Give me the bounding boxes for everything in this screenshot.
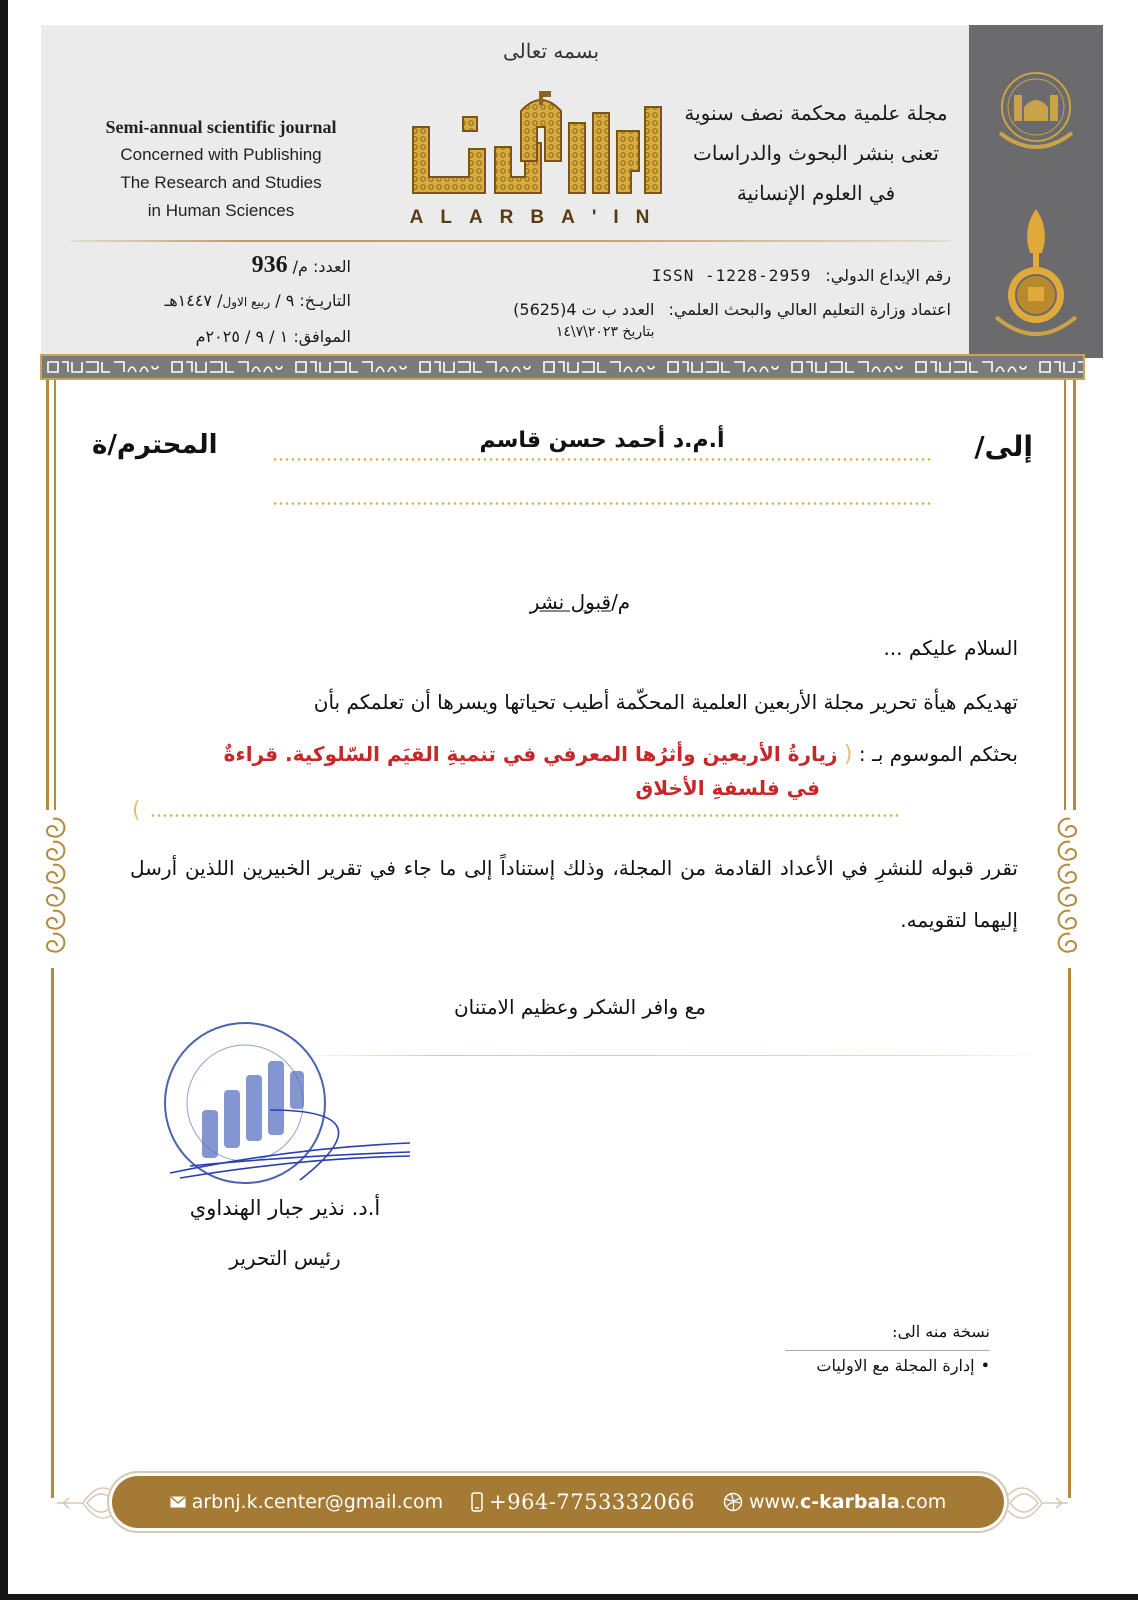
hijri-date-day: ٩ [285,291,295,310]
mail-icon [170,1496,186,1508]
frame-left-lower [51,968,54,1498]
bullet-icon: • [980,1356,990,1375]
issn-value: ISSN -1228-2959 [651,266,812,285]
subject-line [400,590,760,614]
letterhead [41,25,1103,358]
journal-stamp-and-signature-icon [150,1015,430,1190]
recipient-name: أ.م.د أحمد حسن قاسم [479,428,725,453]
english-description-line: The Research and Studies [120,173,322,192]
issn-row [371,265,951,299]
to-label: إلى/ [974,430,1033,463]
signer-name: أ.د. نذير جبار الهنداوي [189,1196,381,1220]
english-description [96,113,346,225]
holy-shrine-emblem-icon [988,63,1084,159]
frame-left-inner [54,380,56,810]
close-paren: ) [132,798,141,823]
subject-text: قبول نشر [529,590,612,614]
emblem-panel [969,25,1103,358]
gregorian-date-day: ١ [279,327,289,346]
arabic-description-line: في العلوم الإنسانية [736,181,896,205]
gregorian-date: الموافق: ١ / ٩ / ٢٠٢٥م [195,327,351,346]
alarbain-logo [403,87,673,207]
reference-block [81,247,351,355]
english-description-line: Semi-annual scientific journal [105,117,337,137]
scan-edge-left [0,0,8,1600]
phone-number[interactable]: +964-7753332066 [489,1490,696,1514]
footer-website[interactable] [723,1491,946,1513]
frame-right-inner [1064,380,1066,810]
english-description-line: in Human Sciences [147,201,295,220]
signer-role: رئيس التحرير [229,1246,341,1270]
reference-number [81,247,351,283]
accreditation-row [371,299,951,349]
arabic-description [681,93,951,213]
research-title-line-2 [635,776,820,800]
english-description-line: Concerned with Publishing [120,145,322,164]
cc-item [816,1356,990,1375]
scroll-ornament-left-icon [33,815,73,960]
cc-divider [785,1350,990,1351]
gregorian-date-label: الموافق: [293,327,351,346]
arabic-description-line: مجلة علمية محكمة نصف سنوية [684,101,948,125]
footer-email[interactable] [170,1491,443,1513]
logo-latin-text: ALARBA'IN [409,207,667,228]
website-prefix: www. [749,1491,800,1513]
bismillah: بسمه تعالى [502,39,600,63]
kufic-ornament-band [40,354,1085,380]
research-center-emblem-icon [990,205,1082,345]
website-domain: c-karbala [799,1491,900,1513]
arabic-description-line: تعنى بنشر البحوث والدراسات [693,141,939,165]
footer-ornament-right-icon [1000,1468,1070,1538]
hijri-date-month: ربيع الاول [222,295,271,309]
reference-number-label: العدد: م/ [292,257,351,276]
scan-edge-bottom [0,1594,1138,1600]
title-dotted-line [150,814,900,817]
greeting: السلام عليكم ... [883,636,1018,660]
respected-label: المحترم/ة [92,430,218,460]
kufic-pattern [42,356,1085,378]
closing-thanks: مع وافر الشكر وعظيم الامتنان [453,995,707,1019]
hijri-date-year: ١٤٤٧هـ [164,291,212,310]
reference-number-value: 936 [251,252,288,278]
globe-icon [723,1492,743,1512]
hijri-date: التاريـخ: ٩ / ربيع الاول/ ١٤٤٧هـ [164,291,351,310]
research-label: بحثكم الموسوم بـ : [858,742,1018,766]
frame-right-outer [1073,380,1076,810]
cc-label: نسخة منه الى: [892,1322,990,1341]
frame-left-outer [46,380,49,810]
cc-item-text: إدارة المجلة مع الاوليات [816,1356,975,1375]
research-title-part-1: زيارةُ الأربعين وأثرُها المعرفي في تنميةِ القيَم السّلوكية. قراءةٌ [223,742,838,766]
hijri-date-label: التاريـخ: [299,291,351,310]
recipient-dotted-line [272,458,934,461]
accreditation-number: العدد ب ت 4(5625) [513,300,655,319]
gregorian-date-year: ٢٠٢٥م [195,327,240,346]
paragraph-acceptance: تقرر قبوله للنشرِ في الأعداد القادمة من المجلة، وذلك إستناداً إلى ما جاء في تقرير الخبيرين اللذين أرسل إليهما لتقويمه. [130,856,1018,932]
scroll-ornament-right-icon [1050,815,1090,960]
accreditation-date: بتاريخ ٢٠٢٣\٧\١٤ [555,324,655,340]
accreditation-value [513,299,654,343]
header-divider [71,240,951,242]
contact-footer [112,1476,1004,1528]
open-paren: ( [843,742,853,767]
research-title-part-2: في فلسفةِ الأخلاق [635,776,820,800]
recipient-dotted-line-2 [272,502,934,505]
issn-label: رقم الإيداع الدولي: [825,266,951,285]
issn-block [371,265,951,349]
phone-icon [471,1492,483,1512]
gregorian-date-month: ٩ [255,327,265,346]
paragraph-intro: تهديكم هيأة تحرير مجلة الأربعين العلمية المحكّمة أطيب تحياتها ويسرها أن تعلمكم بأن [313,690,1018,714]
website-suffix: .com [899,1491,947,1513]
research-title-line [118,742,1018,767]
accreditation-label: اعتماد وزارة التعليم العالي والبحث العلمي: [668,300,951,319]
subject-prefix: م/ [611,590,631,614]
email-link[interactable]: arbnj.k.center@gmail.com [191,1491,444,1513]
frame-right-lower [1068,968,1071,1498]
footer-phone[interactable] [471,1490,695,1514]
website-link[interactable] [749,1491,946,1513]
